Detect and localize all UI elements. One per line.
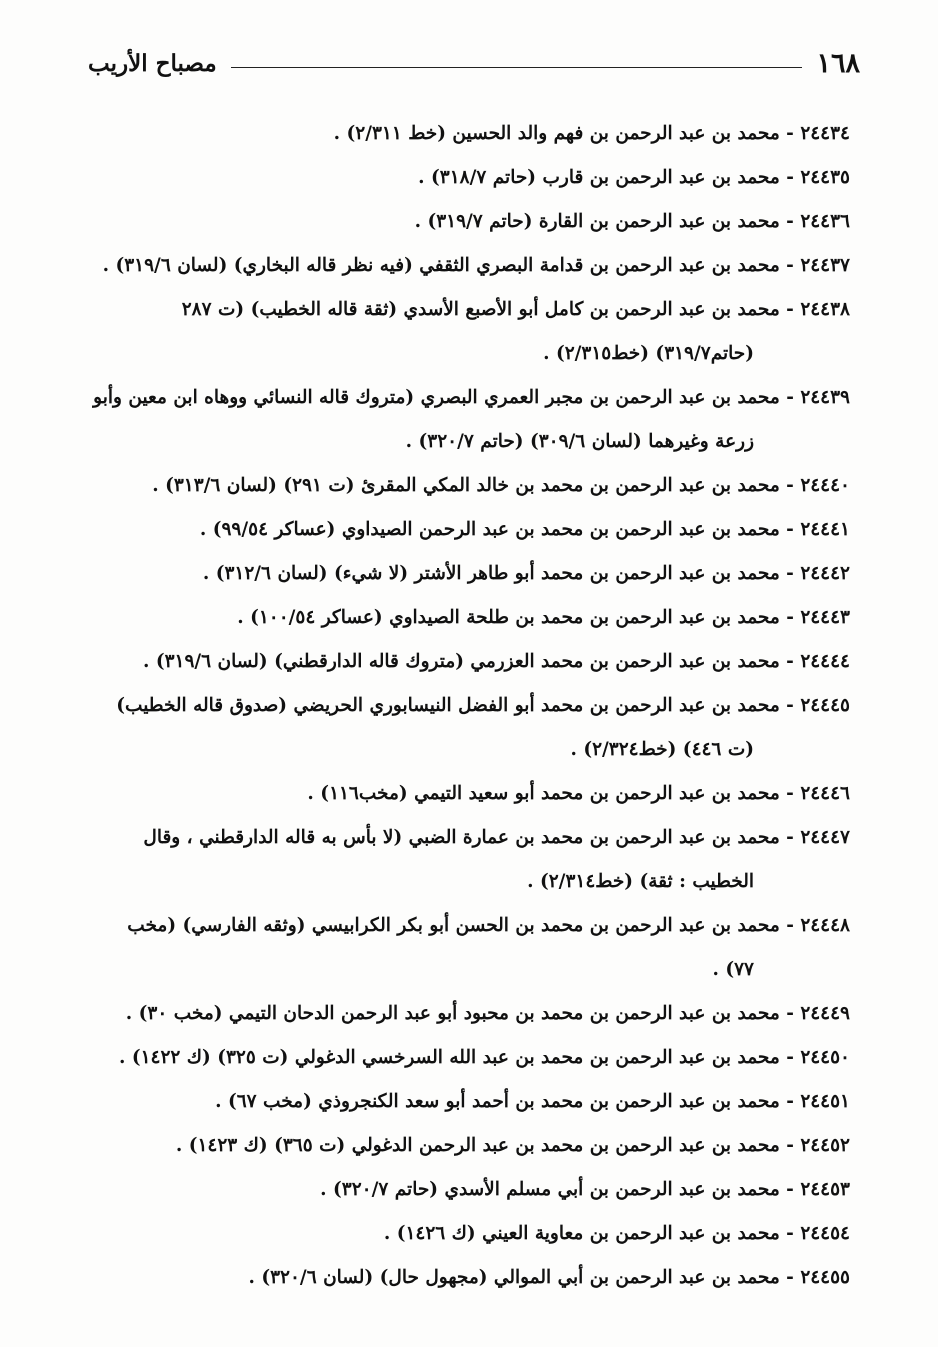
entry-number: ٢٤٤٣٨ [800, 299, 850, 320]
entry-text: - محمد بن عبد الرحمن بن مجبر العمري البصري (متروك قاله النسائي ووهاه ابن معين وأبو [93, 387, 801, 408]
entry-number: ٢٤٤٣٧ [800, 255, 850, 276]
entry [82, 992, 850, 1036]
entry [82, 596, 850, 640]
entry-text: - محمد بن عبد الرحمن بن محمد بن عبد الرحمن الصيداوي (عساكر ٩٩/٥٤) . [199, 519, 801, 540]
entry-text: - محمد بن عبد الرحمن بن محمد بن طلحة الصيداوي (عساكر ١٠٠/٥٤) . [237, 607, 801, 628]
entry-number: ٢٤٤٥٠ [800, 1047, 850, 1068]
entry-number: ٢٤٤٤٠ [800, 475, 850, 496]
entry [82, 1036, 850, 1080]
entry-text: - محمد بن عبد الرحمن بن قدامة البصري الثقفي (فيه نظر قاله البخاري) (لسان ٣١٩/٦) . [102, 255, 801, 276]
page-number: ١٦٨ [816, 48, 860, 79]
entry [82, 464, 850, 508]
entry-continuation: (حاتم٣١٩/٧) (خط٢/٣١٥) . [543, 343, 754, 364]
entry-number: ٢٤٤٥٣ [800, 1179, 850, 1200]
entry-number: ٢٤٤٤٣ [800, 607, 850, 628]
entry-continuation: زرعة وغيرهما (لسان ٣٠٩/٦) (حاتم ٣٢٠/٧) . [405, 431, 754, 452]
entry [82, 1168, 850, 1212]
entry-text: - محمد بن عبد الرحمن بن محمد بن أحمد أبو سعد الكنجروذي (مخب ٦٧) . [215, 1091, 801, 1112]
entry-number: ٢٤٤٥٤ [800, 1223, 850, 1244]
entry [82, 288, 850, 376]
entry-number: ٢٤٤٤٧ [800, 827, 850, 848]
entry-text: - محمد بن عبد الرحمن بن محمد بن الحسن أبو بكر الكرابيسي (وثقه الفارسي) (مخب [127, 915, 801, 936]
entry [82, 156, 850, 200]
entry-text: - محمد بن عبد الرحمن بن أبي مسلم الأسدي (حاتم ٣٢٠/٧) . [320, 1179, 801, 1200]
entry-text: - محمد بن عبد الرحمن بن محمد أبو الفضل النيسابوري الحريضي (صدوق قاله الخطيب) [116, 695, 801, 716]
entry [82, 684, 850, 772]
entry-text: - محمد بن عبد الرحمن بن محمد بن عبد الرحمن الدغولي (ت ٣٦٥) (ك ١٤٢٣) . [175, 1135, 801, 1156]
entry [82, 552, 850, 596]
entry-number: ٢٤٤٤٥ [800, 695, 850, 716]
entry-number: ٢٤٤٥٢ [800, 1135, 850, 1156]
entry-number: ٢٤٤٣٦ [800, 211, 850, 232]
entry-text: - محمد بن عبد الرحمن بن معاوية العيني (ك ١٤٢٦) . [383, 1223, 801, 1244]
entry-number: ٢٤٤٥١ [800, 1091, 850, 1112]
entry-number: ٢٤٤٥٥ [800, 1267, 850, 1288]
entry-text: - محمد بن عبد الرحمن بن فهم والد الحسين (خط ٢/٣١١) . [333, 123, 801, 144]
entry [82, 772, 850, 816]
entry [82, 640, 850, 684]
entry-number: ٢٤٤٤٤ [800, 651, 850, 672]
entry-text: - محمد بن عبد الرحمن بن أبي الموالي (مجهول حال) (لسان ٣٢٠/٦) . [248, 1267, 801, 1288]
entry-continuation: الخطيب : ثقة) (خط٢/٣١٤) . [527, 871, 754, 892]
entry [82, 112, 850, 156]
entry-number: ٢٤٤٤٢ [800, 563, 850, 584]
entry [82, 376, 850, 464]
entry [82, 1080, 850, 1124]
entry-text: - محمد بن عبد الرحمن بن محمد بن خالد المكي المقرئ (ت ٢٩١) (لسان ٣١٣/٦) . [152, 475, 801, 496]
book-title: مصباح الأريب [88, 50, 217, 77]
page-header [88, 44, 860, 84]
entry-continuation: (ت ٤٤٦) (خط٢/٣٢٤) . [570, 739, 754, 760]
entry-continuation: ٧٧) . [712, 959, 754, 980]
header-rule [231, 67, 803, 68]
entry [82, 200, 850, 244]
entry-text: - محمد بن عبد الرحمن بن كامل أبو الأصبع الأسدي (ثقة قاله الخطيب) (ت ٢٨٧ [181, 299, 801, 320]
entry-number: ٢٤٤٤١ [800, 519, 850, 540]
entry-number: ٢٤٤٣٥ [800, 167, 850, 188]
entry [82, 1124, 850, 1168]
entry-number: ٢٤٤٤٩ [800, 1003, 850, 1024]
entry-text: - محمد بن عبد الرحمن بن القارة (حاتم ٣١٩/٧) . [414, 211, 801, 232]
entry-number: ٢٤٤٣٩ [800, 387, 850, 408]
entry [82, 508, 850, 552]
entry-text: - محمد بن عبد الرحمن بن محمد بن محبود أبو عبد الرحمن الدحان التيمي (مخب ٣٠) . [125, 1003, 801, 1024]
entry-text: - محمد بن عبد الرحمن بن محمد بن عبد الله السرخسي الدغولي (ت ٣٢٥) (ك ١٤٢٢) . [118, 1047, 801, 1068]
entry-text: - محمد بن عبد الرحمن بن محمد بن عمارة الضبي (لا بأس به قاله الدارقطني ، وقال [143, 827, 801, 848]
entry-list [82, 112, 850, 1300]
entry [82, 816, 850, 904]
entry [82, 1212, 850, 1256]
entry-text: - محمد بن عبد الرحمن بن محمد أبو طاهر الأشتر (لا شيء) (لسان ٣١٢/٦) . [202, 563, 801, 584]
entry-text: - محمد بن عبد الرحمن بن محمد العزرمي (متروك قاله الدارقطني) (لسان ٣١٩/٦) . [142, 651, 801, 672]
entry-number: ٢٤٤٤٦ [800, 783, 850, 804]
entry [82, 244, 850, 288]
entry-text: - محمد بن عبد الرحمن بن قارب (حاتم ٣١٨/٧) . [418, 167, 801, 188]
entry [82, 1256, 850, 1300]
entry [82, 904, 850, 992]
entry-number: ٢٤٤٤٨ [800, 915, 850, 936]
entry-number: ٢٤٤٣٤ [800, 123, 850, 144]
entry-text: - محمد بن عبد الرحمن بن محمد أبو سعيد التيمي (مخب١١٦) . [307, 783, 801, 804]
